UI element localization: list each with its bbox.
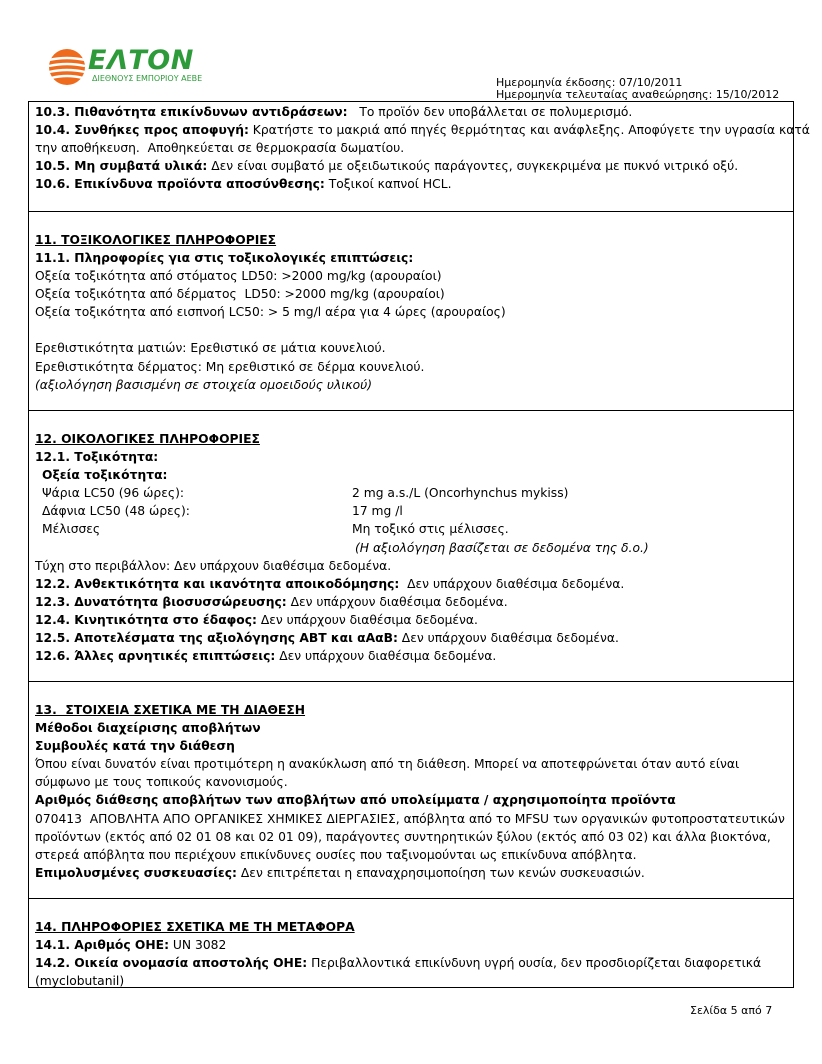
section-divider <box>28 211 794 212</box>
acute-toxicity-heading: Οξεία τοξικότητα: <box>42 468 168 483</box>
waste-methods-heading: Μέθοδοι διαχείρισης αποβλήτων <box>35 721 261 736</box>
issue-date: Ημερομηνία έκδοσης: 07/10/2011 <box>496 76 683 89</box>
assessment-note: (αξιολόγηση βασισμένη σε στοιχεία ομοειδούς υλικού) <box>35 377 373 392</box>
organism-value: 2 mg a.s./L (Oncorhynchus mykiss) <box>352 486 569 501</box>
item-12-2: 12.2. Ανθεκτικότητα και ικανότητα αποικοδόμησης: Δεν υπάρχουν διαθέσιμα δεδομένα. <box>35 576 625 591</box>
environmental-fate: Τύχη στο περιβάλλον: Δεν υπάρχουν διαθέσιμα δεδομένα. <box>35 558 392 573</box>
section-12-title: 12. ΟΙΚΟΛΟΓΙΚΕΣ ΠΛΗΡΟΦΟΡΙΕΣ <box>35 432 260 446</box>
section-13-title: 13. ΣΤΟΙΧΕΙΑ ΣΧΕΤΙΚΑ ΜΕ ΤΗ ΔΙΑΘΕΣΗ <box>35 703 306 717</box>
bee-note: (Η αξιολόγηση βασίζεται σε δεδομένα της δ.ο.) <box>355 540 649 555</box>
item-10-5: 10.5. Μη συμβατά υλικά: Δεν είναι συμβατό με οξειδωτικούς παράγοντες, συγκεκριμένα με πυκνό νιτρικό οξύ. <box>35 159 739 174</box>
item-10-4: 10.4. Συνθήκες προς αποφυγή: Κρατήστε το μακριά από πηγές θερμότητας και ανάφλεξης. Αποφύγετε την υγρασία κατά <box>35 123 810 138</box>
disposal-advice-text: Όπου είναι δυνατόν είναι προτιμότερη η ανακύκλωση από τη διάθεση. Μπορεί να αποτεφρώνεται όταν αυτό είναι σύμφωνο με τους τοπικούς κανονισμούς. <box>35 757 740 790</box>
eye-irritation: Ερεθιστικότητα ματιών: Ερεθιστικό σε μάτια κουνελιού. <box>35 341 386 356</box>
organism-name: Δάφνια LC50 (48 ώρες): <box>42 504 190 519</box>
waste-code-heading: Αριθμός διάθεσης αποβλήτων των αποβλήτων από υπολείμματα / αχρησιμοποίητα προϊόντα <box>35 793 676 808</box>
table-row <box>35 484 788 502</box>
contaminated-packaging: Επιμολυσμένες συσκευασίες: Δεν επιτρέπεται η επαναχρησιμοποίηση των κενών συσκευασιών. <box>35 865 645 880</box>
organism-name: Ψάρια LC50 (96 ώρες): <box>42 486 185 501</box>
item-14-2-cont: (myclobutanil) <box>35 974 125 989</box>
item-12-4: 12.4. Κινητικότητα στο έδαφος: Δεν υπάρχουν διαθέσιμα δεδομένα. <box>35 612 478 627</box>
tox-line-dermal: Οξεία τοξικότητα από δέρματος LD50: >2000 mg/kg (αρουραίοι) <box>35 287 445 302</box>
section-10 <box>28 103 810 193</box>
table-row <box>35 502 788 520</box>
disposal-advice-heading: Συμβουλές κατά την διάθεση <box>35 739 235 754</box>
section-14-title: 14. ΠΛΗΡΟΦΟΡΙΕΣ ΣΧΕΤΙΚΑ ΜΕ ΤΗ ΜΕΤΑΦΟΡΑ <box>35 920 355 934</box>
skin-irritation: Ερεθιστικότητα δέρματος: Μη ερεθιστικό σε δέρμα κουνελιού. <box>35 359 425 374</box>
section-divider <box>28 681 794 682</box>
section-13 <box>28 701 794 882</box>
organism-value: 17 mg /l <box>352 504 403 519</box>
document-dates <box>496 77 779 101</box>
section-14 <box>28 918 794 990</box>
tox-line-inhalation: Οξεία τοξικότητα από εισπνοή LC50: > 5 mg/l αέρα για 4 ώρες (αρουραίος) <box>35 305 506 320</box>
section-11 <box>28 231 794 394</box>
revision-date: Ημερομηνία τελευταίας αναθεώρησης: 15/10/2012 <box>496 88 780 101</box>
table-row <box>35 520 788 538</box>
item-14-2: 14.2. Οικεία ονομασία αποστολής ΟΗΕ: Περιβαλλοντικά επικίνδυνη υγρή ουσία, δεν προσδιορίζεται διαφορετικά <box>35 956 762 971</box>
section-12 <box>28 430 794 665</box>
company-logo <box>46 46 206 90</box>
table-row <box>35 539 788 557</box>
item-10-6: 10.6. Επικίνδυνα προϊόντα αποσύνθεσης: Τοξικοί καπνοί HCL. <box>35 177 452 192</box>
section-12-1-heading: 12.1. Τοξικότητα: <box>35 450 159 465</box>
sun-logo-icon <box>46 46 88 88</box>
organism-value: Μη τοξικό στις μέλισσες. <box>352 522 509 537</box>
organism-name: Μέλισσες <box>42 522 101 537</box>
logo-wordmark: EΛTON <box>88 45 194 76</box>
item-12-3: 12.3. Δυνατότητα βιοσυσσώρευσης: Δεν υπάρχουν διαθέσιμα δεδομένα. <box>35 594 508 609</box>
logo-subtitle: ΔΙΕΘΝΟΥΣ ΕΜΠΟΡΙΟΥ ΑΕΒΕ <box>92 74 203 83</box>
item-12-6: 12.6. Άλλες αρνητικές επιπτώσεις: Δεν υπάρχουν διαθέσιμα δεδομένα. <box>35 649 497 664</box>
item-12-5: 12.5. Αποτελέσματα της αξιολόγησης ΑΒΤ και αΑαΒ: Δεν υπάρχουν διαθέσιμα δεδομένα. <box>35 631 619 646</box>
waste-code-text: 070413 ΑΠΟΒΛΗΤΑ ΑΠΟ ΟΡΓΑΝΙΚΕΣ ΧΗΜΙΚΕΣ ΔΙΕΡΓΑΣΙΕΣ, απόβλητα από το MFSU των οργανικών φυτοπροστατευτικών προϊόντων (εκτός από 02 01 08 και 02 01 09), παράγοντες συντηρητικών ξύλου (εκτός από 03 02) και άλλα βιοκτόνα, στερεά απόβλητα που περιέχουν επικίνδυνες ουσίες που ταξινομούνται ως επικίνδυνα απόβλητα. <box>35 811 789 862</box>
tox-line-oral: Οξεία τοξικότητα από στόματος LD50: >2000 mg/kg (αρουραίοι) <box>35 269 442 284</box>
section-divider <box>28 410 794 411</box>
item-10-3: 10.3. Πιθανότητα επικίνδυνων αντιδράσεων: Το προϊόν δεν υποβάλλεται σε πολυμερισμό. <box>35 105 633 119</box>
item-10-4-cont: την αποθήκευση. Αποθηκεύεται σε θερμοκρασία δωματίου. <box>35 141 405 156</box>
section-11-1-heading: 11.1. Πληροφορίες για στις τοξικολογικές επιπτώσεις: <box>35 251 414 266</box>
section-11-title: 11. ΤΟΞΙΚΟΛΟΓΙΚΕΣ ΠΛΗΡΟΦΟΡΙΕΣ <box>35 233 277 247</box>
item-14-1: 14.1. Αριθμός ΟΗΕ: UN 3082 <box>35 938 227 953</box>
page-number: Σελίδα 5 από 7 <box>690 1004 773 1017</box>
section-divider <box>28 898 794 899</box>
frame-bottom <box>28 987 794 988</box>
